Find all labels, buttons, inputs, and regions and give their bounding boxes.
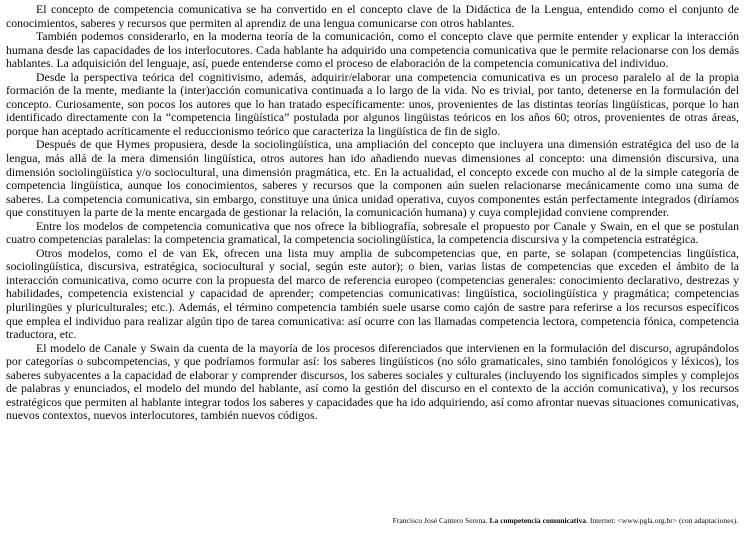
article-body xyxy=(6,3,739,423)
citation-author: Francisco José Cantero Serena. xyxy=(392,516,490,525)
source-citation xyxy=(393,516,738,525)
paragraph-5: Entre los modelos de competencia comunicativa que nos ofrece la bibliografía, sobresale el propuesto por Canale y Swain, en el que se postulan cuatro competencias paralelas: la competencia gramatical, la competencia sociolingüística, la competencia discursiva y la competencia estratégica. xyxy=(6,218,739,247)
paragraph-3: Desde la perspectiva teórica del cognitivismo, además, adquirir/elaborar una competencia comunicativa es un proceso paralelo al de la propia formación de la mente, mediante la (inter)acción comunicativa continuada a lo largo de la vida. No es trivial, por tanto, detenerse en la formulación del concepto. Curiosamente, son pocos los autores que lo han tratado específicamente: unos, provenientes de las distintas teorías lingüísticas, porque lo han identificado directamente con la “competencia lingüística” postulada por algunos lingüistas teóricos en los años 60; otros, provenientes de otras áreas, porque han aceptado acríticamente el reduccionismo teórico que caracteriza la lingüística de fin de siglo. xyxy=(6,69,739,138)
paragraph-4: Después de que Hymes propusiera, desde la sociolingüística, una ampliación del concepto que incluyera una dimensión estratégica del uso de la lengua, más allá de la mera dimensión lingüística, otros autores han ido añadiendo nuevas dimensiones al concepto: una dimensión discursiva, una dimensión sociolingüística y/o sociocultural, una dimensión pragmática, etc. En la actualidad, el concepto excede con mucho al de la simple categoría de competencia lingüística, aunque los conocimientos, saberes y recursos que la componen aún suelen relacionarse mecánicamente como una suma de saberes. La competencia comunicativa, sin embargo, constituye una única unidad operativa, cuyos componentes están perfectamente integrados (diríamos que constituyen la parte de la mente encargada de gestionar la relación, la comunicación humana) y cuya complejidad conviene comprender. xyxy=(6,137,739,220)
paragraph-7: El modelo de Canale y Swain da cuenta de la mayoría de los procesos diferenciados que intervienen en la formulación del discurso, agrupándolos por categorías o subcompetencias, y que podríamos formular así: los saberes lingüísticos (no sólo gramaticales, sino también fonológicos y léxicos), los saberes subyacentes a la capacidad de elaborar y comprender discursos, los saberes sociales y culturales (incluyendo los significados simples y complejos de palabras y enunciados, el modelo del mundo del hablante, así como la gestión del discurso en el contexto de la acción comunicativa), y los recursos estratégicos que permiten al hablante integrar todos los saberes y capacidades que ha ido adquiriendo, así como afrontar nuevas situaciones comunicativas, nuevos contextos, nuevos interlocutores, también nuevos códigos. xyxy=(6,340,739,423)
paragraph-1: El concepto de competencia comunicativa se ha convertido en el concepto clave de la Didáctica de la Lengua, entendido como el conjunto de conocimientos, saberes y recursos que permiten al aprendiz de una lengua comunicarse con otros hablantes. xyxy=(6,2,739,30)
paragraph-6: Otros modelos, como el de van Ek, ofrecen una lista muy amplia de subcompetencias que, en parte, se solapan (competencias lingüística, sociolingüística, discursiva, estratégica, sociocultural y social, según este autor); o bien, varias listas de competencias que exceden el ámbito de la interacción comunicativa, como ocurre con la propuesta del marco de referencia europeo (competencias generales: conocimiento declarativo, destrezas y habilidades, competencia existencial y capacidad de aprender; competencias comunicativas: lingüística, sociolingüística y pragmática; competencias plurilingües y pluriculturales; etc.). Además, el término competencia también suele usarse como cajón de sastre para referirse a los recursos específicos que emplea el individuo para realizar algún tipo de tarea comunicativa: así ocurre con las llamadas competencia lectora, competencia fónica, competencia traductora, etc. xyxy=(6,245,739,342)
citation-title: La competencia comunicativa xyxy=(489,516,587,525)
paragraph-2: También podemos considerarlo, en la moderna teoría de la comunicación, como el concepto clave que permite entender y explicar la interacción humana desde las capacidades de los interlocutores. Cada hablante ha adquirido una competencia comunicativa que le permite relacionarse con los demás hablantes. La adquisición del lenguaje, así, puede entenderse como el proceso de elaboración de la competencia comunicativa del individuo. xyxy=(6,29,739,71)
citation-reference: . Internet: <www.pgla.org.br> (con adaptaciones). xyxy=(586,516,738,525)
